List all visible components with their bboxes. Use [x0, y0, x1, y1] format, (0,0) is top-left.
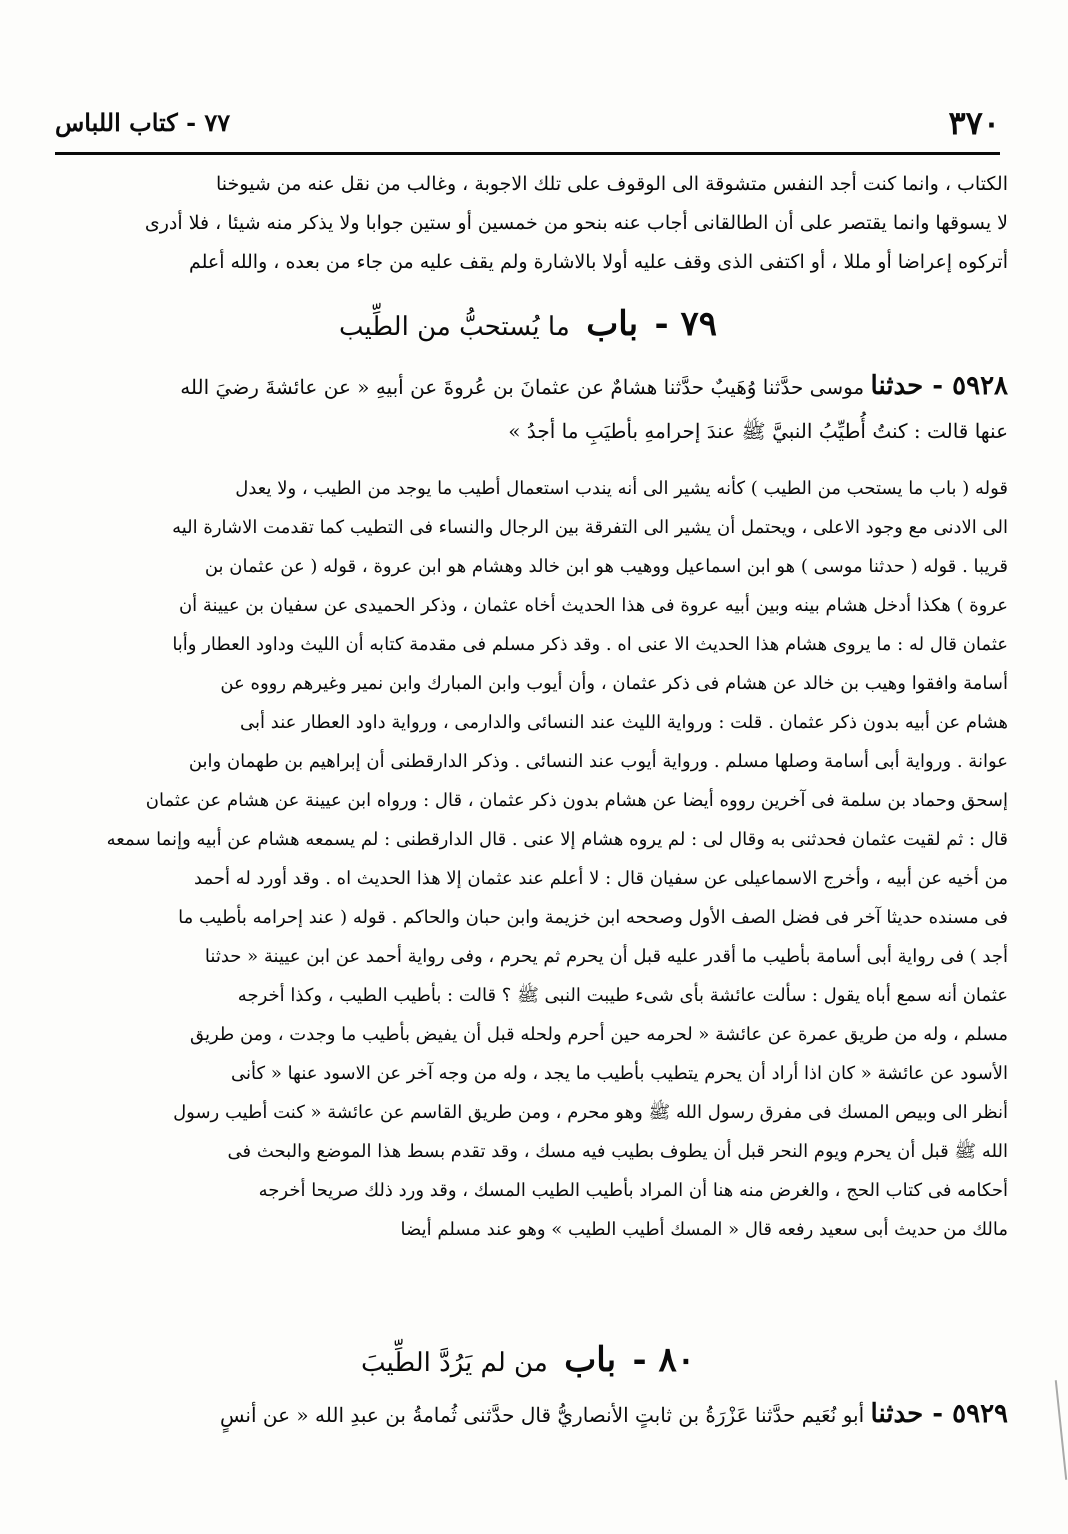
hadith-lead: ٥٩٢٨ - حدثنا [870, 371, 1008, 401]
commentary-line: إسحق وحماد بن سلمة فى آخرين رووه أيضا عن هشام بدون ذكر عثمان ، قال : ورواه ابن عيينة عن هشام عن عثمان [145, 790, 1008, 811]
commentary-line: أسامة وافقوا وهيب بن خالد عن هشام فى ذكر عثمان ، وأن أيوب وابن المبارك وابن نمير وغيرهم رووه عن [220, 673, 1008, 694]
commentary-line: الأسود عن عائشة « كان اذا أراد أن يحرم يتطيب بأطيب ما يجد ، وله من وجه آخر عن الاسود عنها « كأنى [231, 1063, 1008, 1084]
hadith-line [48, 1392, 1008, 1437]
commentary-line: عروة ) هكذا أدخل هشام بينه وبين أبيه عروة فى هذا الحديث أخاه عثمان ، وذكر الحميدى عن سفيان بن عيينة أن [178, 595, 1008, 616]
commentary-line: عثمان أنه سمع أباه يقول : سألت عائشة بأى شىء طيبت النبى ﷺ ؟ قالت : بأطيب الطيب ، وكذا أخرجه [237, 985, 1008, 1006]
scan-artifact [1055, 1380, 1067, 1480]
commentary-line: مالك من حديث أبى سعيد رفعه قال « المسك أطيب الطيب » وهو عند مسلم أيضا [400, 1219, 1008, 1240]
commentary-line: من أخيه عن أبيه ، وأخرج الاسماعيلى عن سفيان قال : لا أعلم عند عثمان إلا هذا الحديث اه . وقد أورد له أحمد [194, 868, 1008, 889]
commentary-line: مسلم ، وله من طريق عمرة عن عائشة « لحرمه حين أحرم ولحله قبل أن يفيض بأطيب ما وجدت ، ومن طريق [189, 1024, 1008, 1045]
chapter-title: من لم يَرُدَّ الطِّيبَ [361, 1348, 548, 1378]
text-line: لا يسوقها وانما يقتصر على أن الطالقانى أجاب عنه بنحو من خمسين أو ستين جوابا ولا يذكر منه شيئا ، فلا أدرى [144, 212, 1008, 234]
commentary-line: قوله ( باب ما يستحب من الطيب ) كأنه يشير الى أنه يندب استعمال أطيب ما يوجد من الطيب ، ولا يعدل [235, 478, 1008, 499]
page-number: ٣٧٠ [948, 104, 1000, 142]
commentary-line: عوانة . ورواية أبى أسامة وصلها مسلم . ورواية أيوب عند النسائى . وذكر الدارقطنى أن إبراهيم بن طهمان وابن [188, 751, 1008, 772]
commentary-line: عثمان قال له : ما يروى هشام هذا الحديث الا عنى اه . وقد ذكر مسلم فى مقدمة كتابه أن الليث وداود العطار وأبا [172, 634, 1008, 655]
commentary-line: قريبا . قوله ( حدثنا موسى ) هو ابن اسماعيل ووهيب هو ابن خالد وهشام هو ابن عروة ، قوله ( عن عثمان بن [204, 556, 1008, 577]
text-line: الكتاب ، وانما كنت أجد النفس متشوقة الى الوقوف على تلك الاجوبة ، وغالب من نقل عنه من شيوخنا [216, 173, 1008, 195]
commentary-line: الله ﷺ قبل أن يحرم ويوم النحر قبل أن يطوف بطيب فيه مسك ، وقد تقدم بسط هذا الموضع والبحث فى [227, 1141, 1008, 1162]
chapter-title: ما يُستحبُّ من الطِّيب [338, 312, 570, 342]
chapter-word: باب [564, 1340, 617, 1380]
commentary-line: هشام عن أبيه بدون ذكر عثمان . قلت : ورواية الليث عند النسائى والدارمى ، ورواية داود العطار عند أبى [240, 712, 1008, 733]
chapter-number: ٧٩ - [654, 304, 718, 344]
page-header [55, 100, 1000, 148]
chapter-heading-79 [48, 296, 1008, 355]
commentary-line: أنظر الى وبيص المسك فى مفرق رسول الله ﷺ وهو محرم ، ومن طريق القاسم عن عائشة « كنت أطيب رسول [173, 1102, 1008, 1123]
intro-paragraph [48, 165, 1008, 282]
hadith-text: موسى حدَّثنا وُهَيبٌ حدَّثنا هشامٌ عن عثمانَ بن عُروةَ عن أبيهِ « عن عائشةَ رضيَ الله [180, 375, 865, 399]
hadith-line [48, 364, 1008, 409]
commentary-line: الى الادنى مع وجود الاعلى ، ويحتمل أن يشير الى التفرقة بين الرجال والنساء فى التطيب كما تقدمت الاشارة اليه [172, 517, 1008, 538]
hadith-line: عنها قالت : كنتُ أُطيِّبُ النبيَّ ﷺ عندَ إحرامهِ بأطيَبِ ما أجدُ » [508, 419, 1008, 443]
running-title: ٧٧ - كتاب اللباس [55, 108, 231, 137]
commentary-line: أجد ) فى رواية أبى أسامة بأطيب ما أقدر عليه قبل أن يحرم ثم يحرم ، وفى رواية أحمد عن ابن عيينة « حدثنا [204, 946, 1008, 967]
chapter-number: ٨٠ - [632, 1340, 695, 1380]
hadith-text: أبو نُعَيم حدَّثنا عَزْرَةُ بن ثابتٍ الأنصاريُّ قال حدَّثنى ثُمامةُ بن عبدِ الله « عن أنسٍ [219, 1403, 865, 1427]
chapter-word: باب [586, 304, 639, 344]
header-rule [55, 152, 1000, 155]
commentary-line: قال : ثم لقيت عثمان فحدثنى به وقال لى : لم يروه هشام إلا عنى . قال الدارقطنى : لم يسمعه هشام عن أبيه وإنما سمعه [106, 829, 1008, 850]
commentary-line: فى مسنده حديثا آخر فى فضل الصف الأول وصححه ابن خزيمة وابن حبان والحاكم . قوله ( عند إحرامه بأطيب ما [178, 907, 1008, 928]
hadith-lead: ٥٩٢٩ - حدثنا [870, 1399, 1008, 1429]
commentary [48, 470, 1008, 1250]
hadith-5928 [48, 364, 1008, 453]
chapter-heading-80 [48, 1332, 1008, 1391]
text-line: أتركوه إعراضا أو مللا ، أو اكتفى الذى وقف عليه أولا بالاشارة ولم يقف عليه من جاء من بعده ، والله أعلم [188, 251, 1008, 273]
commentary-line: أحكامه فى كتاب الحج ، والغرض منه هنا أن المراد بأطيب الطيب المسك ، وقد ورد ذلك صريحا أخرجه [258, 1180, 1008, 1201]
hadith-5929 [48, 1392, 1008, 1437]
